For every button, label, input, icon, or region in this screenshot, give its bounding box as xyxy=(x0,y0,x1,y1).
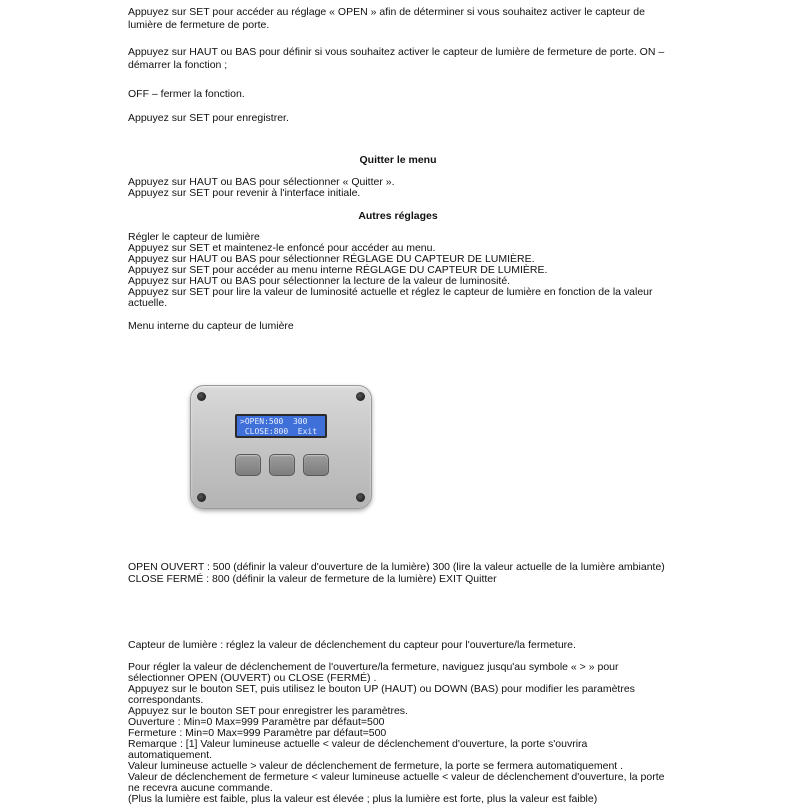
other-line: Régler le capteur de lumière xyxy=(128,231,260,243)
sensor-line: Pour régler la valeur de déclenchement de l'ouverture/la fermeture, naviguez jusqu'au symbole « > » pour sélectionner OPEN (OUVERT) ou CLOSE (FERMÉ) . xyxy=(128,661,619,684)
heading-other-settings: Autres réglages xyxy=(358,210,438,222)
device-button-middle xyxy=(269,454,295,476)
heading-quit-menu: Quitter le menu xyxy=(359,154,437,166)
paragraph-open-access: Appuyez sur SET pour accéder au réglage « OPEN » afin de déterminer si vous souhaitez activer le capteur de lumière de fermeture de porte. xyxy=(128,6,645,31)
paragraph-save: Appuyez sur SET pour enregistrer. xyxy=(128,112,289,124)
other-line: Appuyez sur HAUT ou BAS pour sélectionner RÉGLAGE DU CAPTEUR DE LUMIÈRE. xyxy=(128,253,535,265)
quit-line: Appuyez sur HAUT ou BAS pour sélectionner « Quitter ». xyxy=(128,176,395,188)
sensor-line: (Plus la lumière est faible, plus la valeur est élevée ; plus la lumière est forte, plus la valeur est faible) xyxy=(128,793,598,805)
other-line: Appuyez sur SET et maintenez-le enfoncé pour accéder au menu. xyxy=(128,242,436,254)
sensor-line: Appuyez sur le bouton SET, puis utilisez le bouton UP (HAUT) ou DOWN (BAS) pour modifier les paramètres correspondants. xyxy=(128,683,635,706)
lcd-display xyxy=(235,414,327,438)
legend-open-line: OPEN OUVERT : 500 (définir la valeur d'ouverture de la lumière) 300 (lire la valeur actuelle de la lumière ambiante) xyxy=(128,561,665,573)
device-button-left xyxy=(235,454,261,476)
other-line: Appuyez sur SET pour lire la valeur de luminosité actuelle et réglez le capteur de lumière en fonction de la valeur actuelle. xyxy=(128,286,653,309)
control-box-image xyxy=(190,385,372,509)
sensor-line: Ouverture : Min=0 Max=999 Paramètre par défaut=500 xyxy=(128,716,385,728)
paragraph-open-define: Appuyez sur HAUT ou BAS pour définir si vous souhaitez activer le capteur de lumière de fermeture de porte. ON – démarrer la fonction ; xyxy=(128,46,665,71)
other-line: Appuyez sur HAUT ou BAS pour sélectionner la lecture de la valeur de luminosité. xyxy=(128,275,511,287)
lcd-row-open: >OPEN:500 300 xyxy=(240,417,308,426)
screw-icon xyxy=(356,493,365,502)
paragraph-off: OFF – fermer la fonction. xyxy=(128,88,245,100)
other-line: Appuyez sur SET pour accéder au menu interne RÉGLAGE DU CAPTEUR DE LUMIÈRE. xyxy=(128,264,548,276)
sensor-line: Valeur de déclenchement de fermeture < valeur lumineuse actuelle < valeur de déclenchement d'ouverture, la porte ne recevra aucune commande. xyxy=(128,771,665,794)
screw-icon xyxy=(197,392,206,401)
sensor-intro: Capteur de lumière : réglez la valeur de déclenchement du capteur pour l'ouverture/la fermeture. xyxy=(128,639,576,651)
device-button-right xyxy=(303,454,329,476)
sensor-line: Appuyez sur le bouton SET pour enregistrer les paramètres. xyxy=(128,705,408,717)
legend-close-line: CLOSE FERMÉ : 800 (définir la valeur de fermeture de la lumière) EXIT Quitter xyxy=(128,573,497,585)
screw-icon xyxy=(356,392,365,401)
screen-legend xyxy=(128,562,668,585)
sensor-line: Remarque : [1] Valeur lumineuse actuelle < valeur de déclenchement d'ouverture, la porte s'ouvrira automatiquement. xyxy=(128,738,588,761)
quit-instructions xyxy=(128,177,668,199)
lcd-row-close: CLOSE:800 Exit xyxy=(240,427,318,436)
screw-icon xyxy=(197,493,206,502)
sensor-instructions xyxy=(128,662,668,805)
sensor-line: Valeur lumineuse actuelle > valeur de déclenchement de fermeture, la porte se fermera automatiquement . xyxy=(128,760,624,772)
quit-line: Appuyez sur SET pour revenir à l'interface initiale. xyxy=(128,187,361,199)
sensor-line: Fermeture : Min=0 Max=999 Paramètre par défaut=500 xyxy=(128,727,387,739)
other-settings-instructions xyxy=(128,232,668,309)
inner-menu-caption: Menu interne du capteur de lumière xyxy=(128,320,294,332)
